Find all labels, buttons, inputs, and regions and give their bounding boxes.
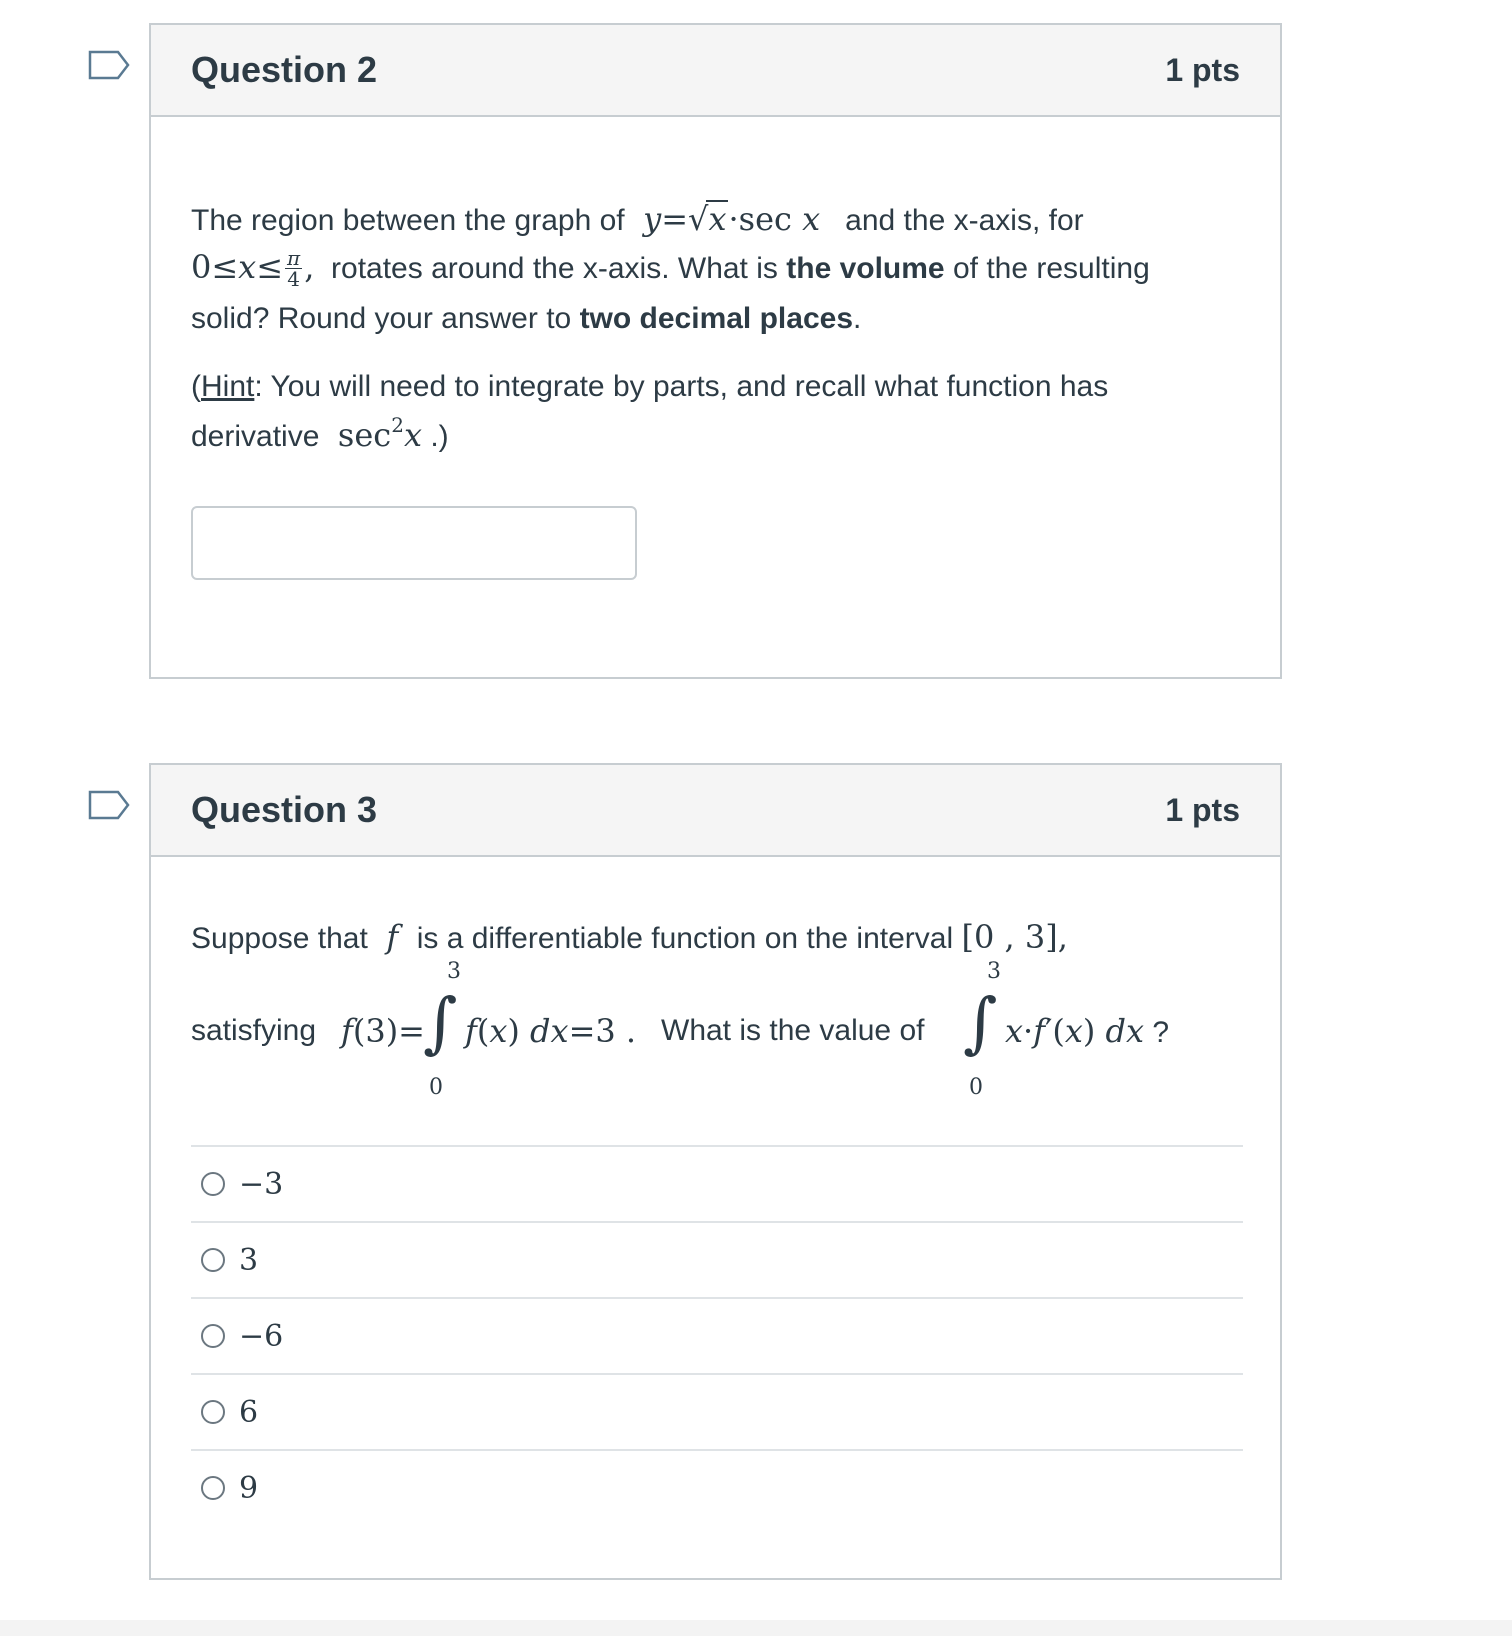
answer-option[interactable] <box>191 1373 1243 1449</box>
math-expression: f <box>376 918 409 956</box>
answer-option[interactable] <box>191 1145 1243 1221</box>
hint-text: ( <box>191 370 201 403</box>
flag-outline-icon[interactable] <box>88 790 130 820</box>
answer-option[interactable] <box>191 1221 1243 1297</box>
question-text-line: What is the value of <box>661 1014 925 1047</box>
radio-button[interactable] <box>201 1248 225 1272</box>
math-expression: f(3)= <box>341 1012 425 1050</box>
math-expression: [0 , 3], <box>961 918 1068 956</box>
question-text-line: solid? Round your answer to <box>191 302 572 335</box>
question-points: 1 pts <box>1165 51 1240 88</box>
page-bottom-bar <box>0 1620 1512 1636</box>
hint-text: derivative <box>191 420 320 453</box>
option-label: 9 <box>239 1470 259 1506</box>
radio-button[interactable] <box>201 1324 225 1348</box>
question-text <box>191 913 1068 963</box>
question-title: Question 2 <box>191 49 378 90</box>
question-body <box>151 117 1280 677</box>
question-text-line: . <box>853 302 862 335</box>
integral-sign: ∫ <box>423 984 458 1061</box>
math-expression: 0≤ <box>191 248 239 286</box>
integral-upper-limit: 3 <box>987 959 1001 984</box>
question-text-line: and the x-axis, for <box>845 204 1084 237</box>
question-header <box>151 765 1280 857</box>
question-title: Question 3 <box>191 789 378 830</box>
question-text: The region between the graph of y=√x·sec x and the x-axis, for 0≤x≤ $\frac{\pi}{4}$ , rotates around the x-axis. What is the volume of the resulting solid? Round your answer to two decimal places. (Hint: You will need to integrate by parts, and recall what function has derivative $\sec^2x$ .) <box>191 200 1150 454</box>
question-text-line: of the resulting <box>952 252 1150 285</box>
math-expression: f(x) dx=3 . <box>465 1012 637 1050</box>
question-text-line: is a differentiable function on the interval <box>416 922 954 955</box>
option-label: −6 <box>239 1318 284 1354</box>
bold-text: two decimal places <box>579 302 854 335</box>
question-text-line: Suppose that <box>191 922 368 955</box>
integral-sign: ∫ <box>963 984 998 1061</box>
hint-label: Hint <box>201 370 255 403</box>
integral-lower-limit: 0 <box>969 1075 983 1100</box>
math-expression: y <box>632 200 662 238</box>
radio-button[interactable] <box>201 1476 225 1500</box>
question-3-card <box>149 763 1282 1580</box>
question-text <box>191 1007 316 1055</box>
question-text-line: satisfying <box>191 1014 317 1047</box>
answer-input[interactable] <box>191 506 637 580</box>
bold-text: the volume <box>786 252 945 285</box>
question-header <box>151 25 1280 117</box>
radio-button[interactable] <box>201 1172 225 1196</box>
question-text <box>661 1007 924 1055</box>
option-label: 3 <box>239 1242 259 1278</box>
integral-upper-limit: 3 <box>447 959 461 984</box>
hint-text: : You will need to integrate by parts, and recall what function has <box>254 370 1109 403</box>
flag-outline-icon[interactable] <box>88 50 130 80</box>
math-expression: $\sec^2$ <box>327 413 404 454</box>
hint-text: .) <box>430 420 449 453</box>
question-2-card <box>149 23 1282 679</box>
question-points: 1 pts <box>1165 791 1240 828</box>
answer-option[interactable] <box>191 1449 1243 1525</box>
integral-lower-limit: 0 <box>429 1075 443 1100</box>
question-body <box>151 857 1280 1578</box>
option-label: −3 <box>239 1166 284 1202</box>
radio-button[interactable] <box>201 1400 225 1424</box>
math-expression: x·f′(x) dx ? <box>1005 1012 1170 1050</box>
question-text-line: rotates around the x-axis. What is <box>331 252 778 285</box>
option-label: 6 <box>239 1394 259 1430</box>
answer-option[interactable] <box>191 1297 1243 1373</box>
question-text-line: The region between the graph of <box>191 204 625 237</box>
